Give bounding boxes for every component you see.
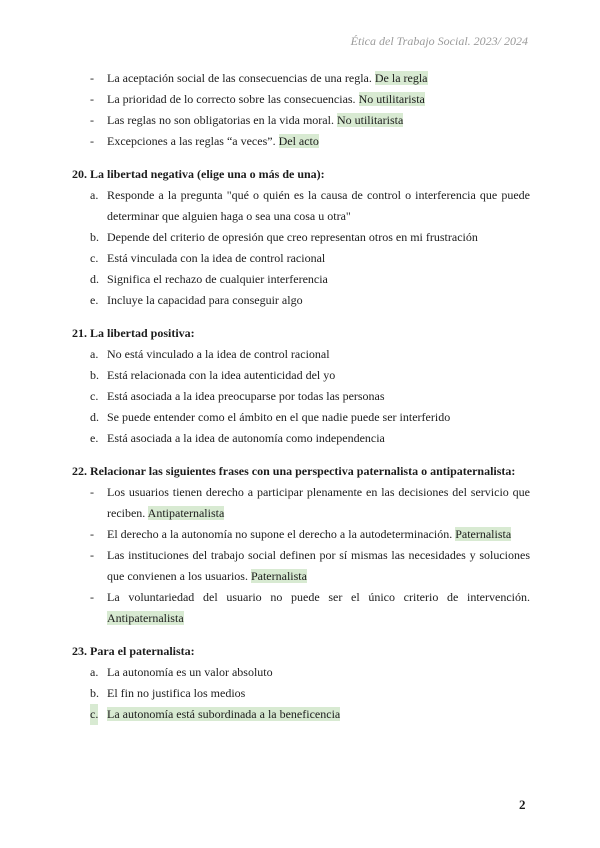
list-item: - La voluntariedad del usuario no puede ser el único criterio de intervención. Antipaternalista xyxy=(90,590,530,625)
list-item: - Las reglas no son obligatorias en la vida moral. No utilitarista xyxy=(90,113,404,127)
question-22-items xyxy=(72,482,530,629)
answer-highlight: No utilitarista xyxy=(358,92,425,106)
answer-highlight: Del acto xyxy=(278,134,319,148)
document-header: Ética del Trabajo Social. 2023/ 2024 xyxy=(350,34,528,48)
option-item: b. Está relacionada con la idea autenticidad del yo xyxy=(90,368,336,382)
option-item: b. Depende del criterio de opresión que creo representan otros en mi frustración xyxy=(90,230,478,244)
question-20-title: 20. La libertad negativa (elige una o más de una): xyxy=(72,167,325,181)
question-23-title: 23. Para el paternalista: xyxy=(72,644,195,658)
option-item: d. Significa el rechazo de cualquier interferencia xyxy=(90,272,328,286)
option-item: c. Está vinculada con la idea de control racional xyxy=(90,251,326,265)
option-item: a. No está vinculado a la idea de control racional xyxy=(90,347,330,361)
option-item: b. El fin no justifica los medios xyxy=(90,686,246,700)
document-body xyxy=(72,68,530,725)
answer-highlight: No utilitarista xyxy=(336,113,404,127)
answer-highlight: De la regla xyxy=(374,71,428,85)
option-item: c. Está asociada a la idea preocuparse por todas las personas xyxy=(90,389,385,403)
list-item: - La prioridad de lo correcto sobre las consecuencias. No utilitarista xyxy=(90,92,425,106)
top-answer-list xyxy=(72,68,530,152)
question-20-options xyxy=(72,185,530,311)
question-23-options xyxy=(72,662,530,725)
answer-highlight: Antipaternalista xyxy=(107,611,184,625)
list-item: - Excepciones a las reglas “a veces”. Del acto xyxy=(90,134,319,148)
page-number: 2 xyxy=(519,797,526,812)
option-item-highlighted: c. La autonomía está subordinada a la beneficencia xyxy=(72,704,530,725)
list-item: - El derecho a la autonomía no supone el derecho a la autodeterminación. Paternalista xyxy=(90,527,512,541)
answer-highlight: Paternalista xyxy=(455,527,512,541)
list-item: - Las instituciones del trabajo social definen por sí mismas las necesidades y soluciones que convienen a los usuarios. Paternalista xyxy=(90,548,530,583)
question-22-title: 22. Relacionar las siguientes frases con una perspectiva paternalista o antipaternalista: xyxy=(72,464,516,478)
answer-highlight: Paternalista xyxy=(250,569,307,583)
question-21-options xyxy=(72,344,530,449)
option-item: e. Está asociada a la idea de autonomía como independencia xyxy=(90,431,385,445)
list-item: - La aceptación social de las consecuencias de una regla. De la regla xyxy=(90,71,428,85)
option-item: d. Se puede entender como el ámbito en el que nadie puede ser interferido xyxy=(90,410,451,424)
list-item: - Los usuarios tienen derecho a participar plenamente en las decisiones del servicio que reciben. Antipaternalista xyxy=(90,485,530,520)
option-item: a. La autonomía es un valor absoluto xyxy=(90,665,273,679)
answer-highlight: Antipaternalista xyxy=(147,506,225,520)
question-21-title: 21. La libertad positiva: xyxy=(72,326,195,340)
option-item: e. Incluye la capacidad para conseguir algo xyxy=(90,293,303,307)
option-item: a. Responde a la pregunta "qué o quién es la causa de control o interferencia que puede determinar que alguien haga o sea una cosa u otra" xyxy=(90,188,530,223)
